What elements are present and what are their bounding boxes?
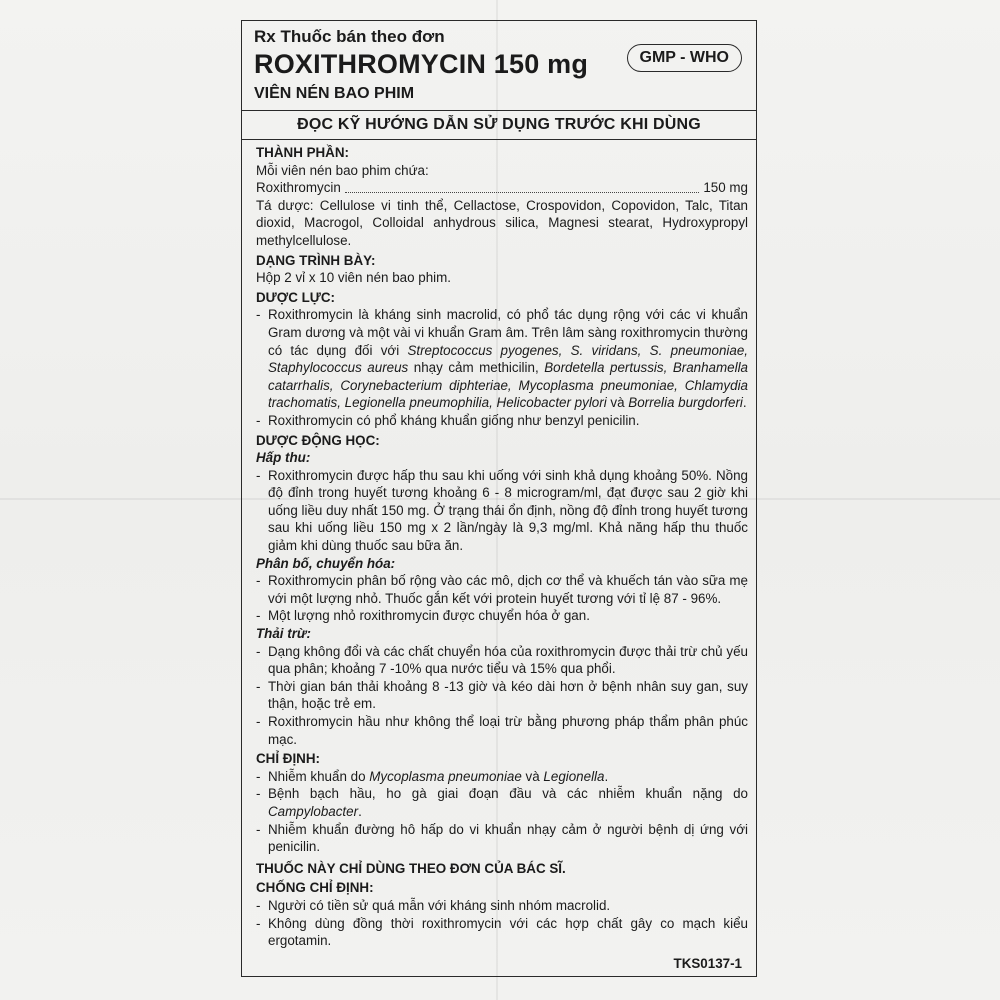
read-instructions-warning: ĐỌC KỸ HƯỚNG DẪN SỬ DỤNG TRƯỚC KHI DÙNG: [241, 110, 757, 140]
document-code: TKS0137-1: [673, 956, 742, 972]
list-item: - Roxithromycin phân bố rộng vào các mô, dịch cơ thể và khuếch tán vào sữa mẹ với một lượng nhỏ. Thuốc gắn kết với protein huyết tương với tỉ lệ 87 - 96%.: [256, 572, 748, 607]
contraindications-section: [256, 879, 748, 949]
product-name: ROXITHROMYCIN 150 mg: [254, 49, 589, 79]
text-run: nhạy cảm methicilin,: [408, 360, 545, 376]
indications-section: [256, 750, 748, 856]
section-title: DƯỢC LỰC:: [256, 289, 336, 305]
text-run: Roxithromycin là kháng sinh macrolid, có phổ tác dụng rộng với các vi khuẩn Gram dương và một vài vi khuẩn Gram âm. Trên lâm sàng roxithromycin thường có tác dụng đối với: [268, 307, 748, 358]
rx-label: Rx Thuốc bán theo đơn: [254, 27, 445, 46]
subsection-title: Phân bố, chuyển hóa:: [256, 555, 396, 571]
organism-name: Borrelia burgdorferi: [628, 395, 743, 411]
list-item: - Không dùng đồng thời roxithromycin với các hợp chất gây co mạch kiểu ergotamin.: [256, 915, 748, 950]
section-title: DƯỢC ĐỘNG HỌC:: [256, 432, 380, 448]
list-item: - Dạng không đổi và các chất chuyển hóa của roxithromycin được thải trừ chủ yếu qua phân; khoảng 7 -10% qua nước tiểu và 15% qua phổi.: [256, 643, 748, 678]
list-item: - Roxithromycin được hấp thu sau khi uống với sinh khả dụng khoảng 50%. Nồng độ đỉnh trong huyết tương khoảng 6 - 8 microgram/ml, đạt được sau 2 giờ khi uống liều duy nhất 150 mg. Ở trạng thái ổn định, nồng độ đỉnh trong huyết tương sau khi uống liều 150 mg x 2 lần/ngày là 9,3 mg/ml. Khả năng hấp thu thuốc giảm khi dùng thuốc sau bữa ăn.: [256, 467, 748, 555]
organism-name: Mycoplasma pneumoniae: [369, 768, 522, 784]
text-run: Bệnh bạch hầu, ho gà giai đoạn đầu và các nhiễm khuẩn nặng do: [268, 786, 748, 802]
section-title: CHỐNG CHỈ ĐỊNH:: [256, 880, 374, 896]
subsection-title: Thải trừ:: [256, 626, 311, 642]
text-run: .: [604, 768, 609, 784]
presentation-text: Hộp 2 vỉ x 10 viên nén bao phim.: [256, 270, 452, 286]
excipients: Tá dược: Cellulose vi tinh thể, Cellactose, Crospovidon, Copovidon, Talc, Titan dioxid, Macrogol, Colloidal anhydrous silica, Magnesi stearat, Hydroxypropyl methylcellulose.: [256, 197, 748, 248]
presentation-section: [256, 252, 748, 287]
active-ingredient-name: Roxithromycin: [256, 180, 341, 196]
section-title: DẠNG TRÌNH BÀY:: [256, 252, 376, 268]
text-run: .: [742, 395, 747, 411]
dosage-form: VIÊN NÉN BAO PHIM: [254, 85, 415, 102]
leaflet-header: [241, 20, 757, 110]
list-item: - Roxithromycin hầu như không thể loại trừ bằng phương pháp thẩm phân phúc mạc.: [256, 713, 748, 748]
section-title: CHỈ ĐỊNH:: [256, 751, 320, 767]
pharmacodynamics-section: [256, 289, 748, 430]
organism-list: Bordetella pertussis, Branhamella catarrhalis, Corynebacterium diphteriae, Mycoplasma pneumoniae, Chlamydia trachomatis, Legionella pneumophilia, Helicobacter pylori: [268, 360, 748, 411]
list-item: [256, 306, 748, 412]
organism-name: Campylobacter: [268, 803, 359, 819]
prescription-only-note: THUỐC NÀY CHỈ DÙNG THEO ĐƠN CỦA BÁC SĨ.: [256, 860, 566, 876]
organism-name: Legionella: [543, 768, 605, 784]
active-ingredient-row: [256, 179, 748, 197]
list-item: - Thời gian bán thải khoảng 8 -13 giờ và kéo dài hơn ở bệnh nhân suy gan, suy thận, hoặc trẻ em.: [256, 678, 748, 713]
list-item: [256, 768, 748, 786]
gmp-who-badge: GMP - WHO: [627, 44, 742, 72]
text-run: .: [358, 803, 362, 819]
text-run: và: [521, 768, 544, 784]
list-item: - Người có tiền sử quá mẫn với kháng sinh nhóm macrolid.: [256, 897, 748, 915]
composition-section: [256, 144, 748, 250]
active-ingredient-amount: 150 mg: [703, 180, 748, 196]
list-item: - Một lượng nhỏ roxithromycin được chuyển hóa ở gan.: [256, 607, 748, 625]
composition-intro: Mỗi viên nén bao phim chứa:: [256, 162, 429, 178]
text-run: Nhiễm khuẩn do: [268, 768, 370, 784]
leaflet-body: [241, 139, 757, 977]
pharmacokinetics-section: [256, 432, 748, 749]
list-item: - Nhiễm khuẩn đường hô hấp do vi khuẩn nhạy cảm ở người bệnh dị ứng với penicilin.: [256, 821, 748, 856]
section-title: THÀNH PHẦN:: [256, 145, 349, 160]
dotted-leader: [345, 192, 699, 193]
subsection-title: Hấp thu:: [256, 450, 311, 466]
list-item: [256, 785, 748, 820]
organism-list: Streptococcus pyogenes, S. viridans, S. pneumoniae, Staphylococcus aureus: [268, 342, 748, 376]
text-run: và: [606, 395, 629, 411]
list-item: - Roxithromycin có phổ kháng khuẩn giống như benzyl penicilin.: [256, 412, 748, 430]
